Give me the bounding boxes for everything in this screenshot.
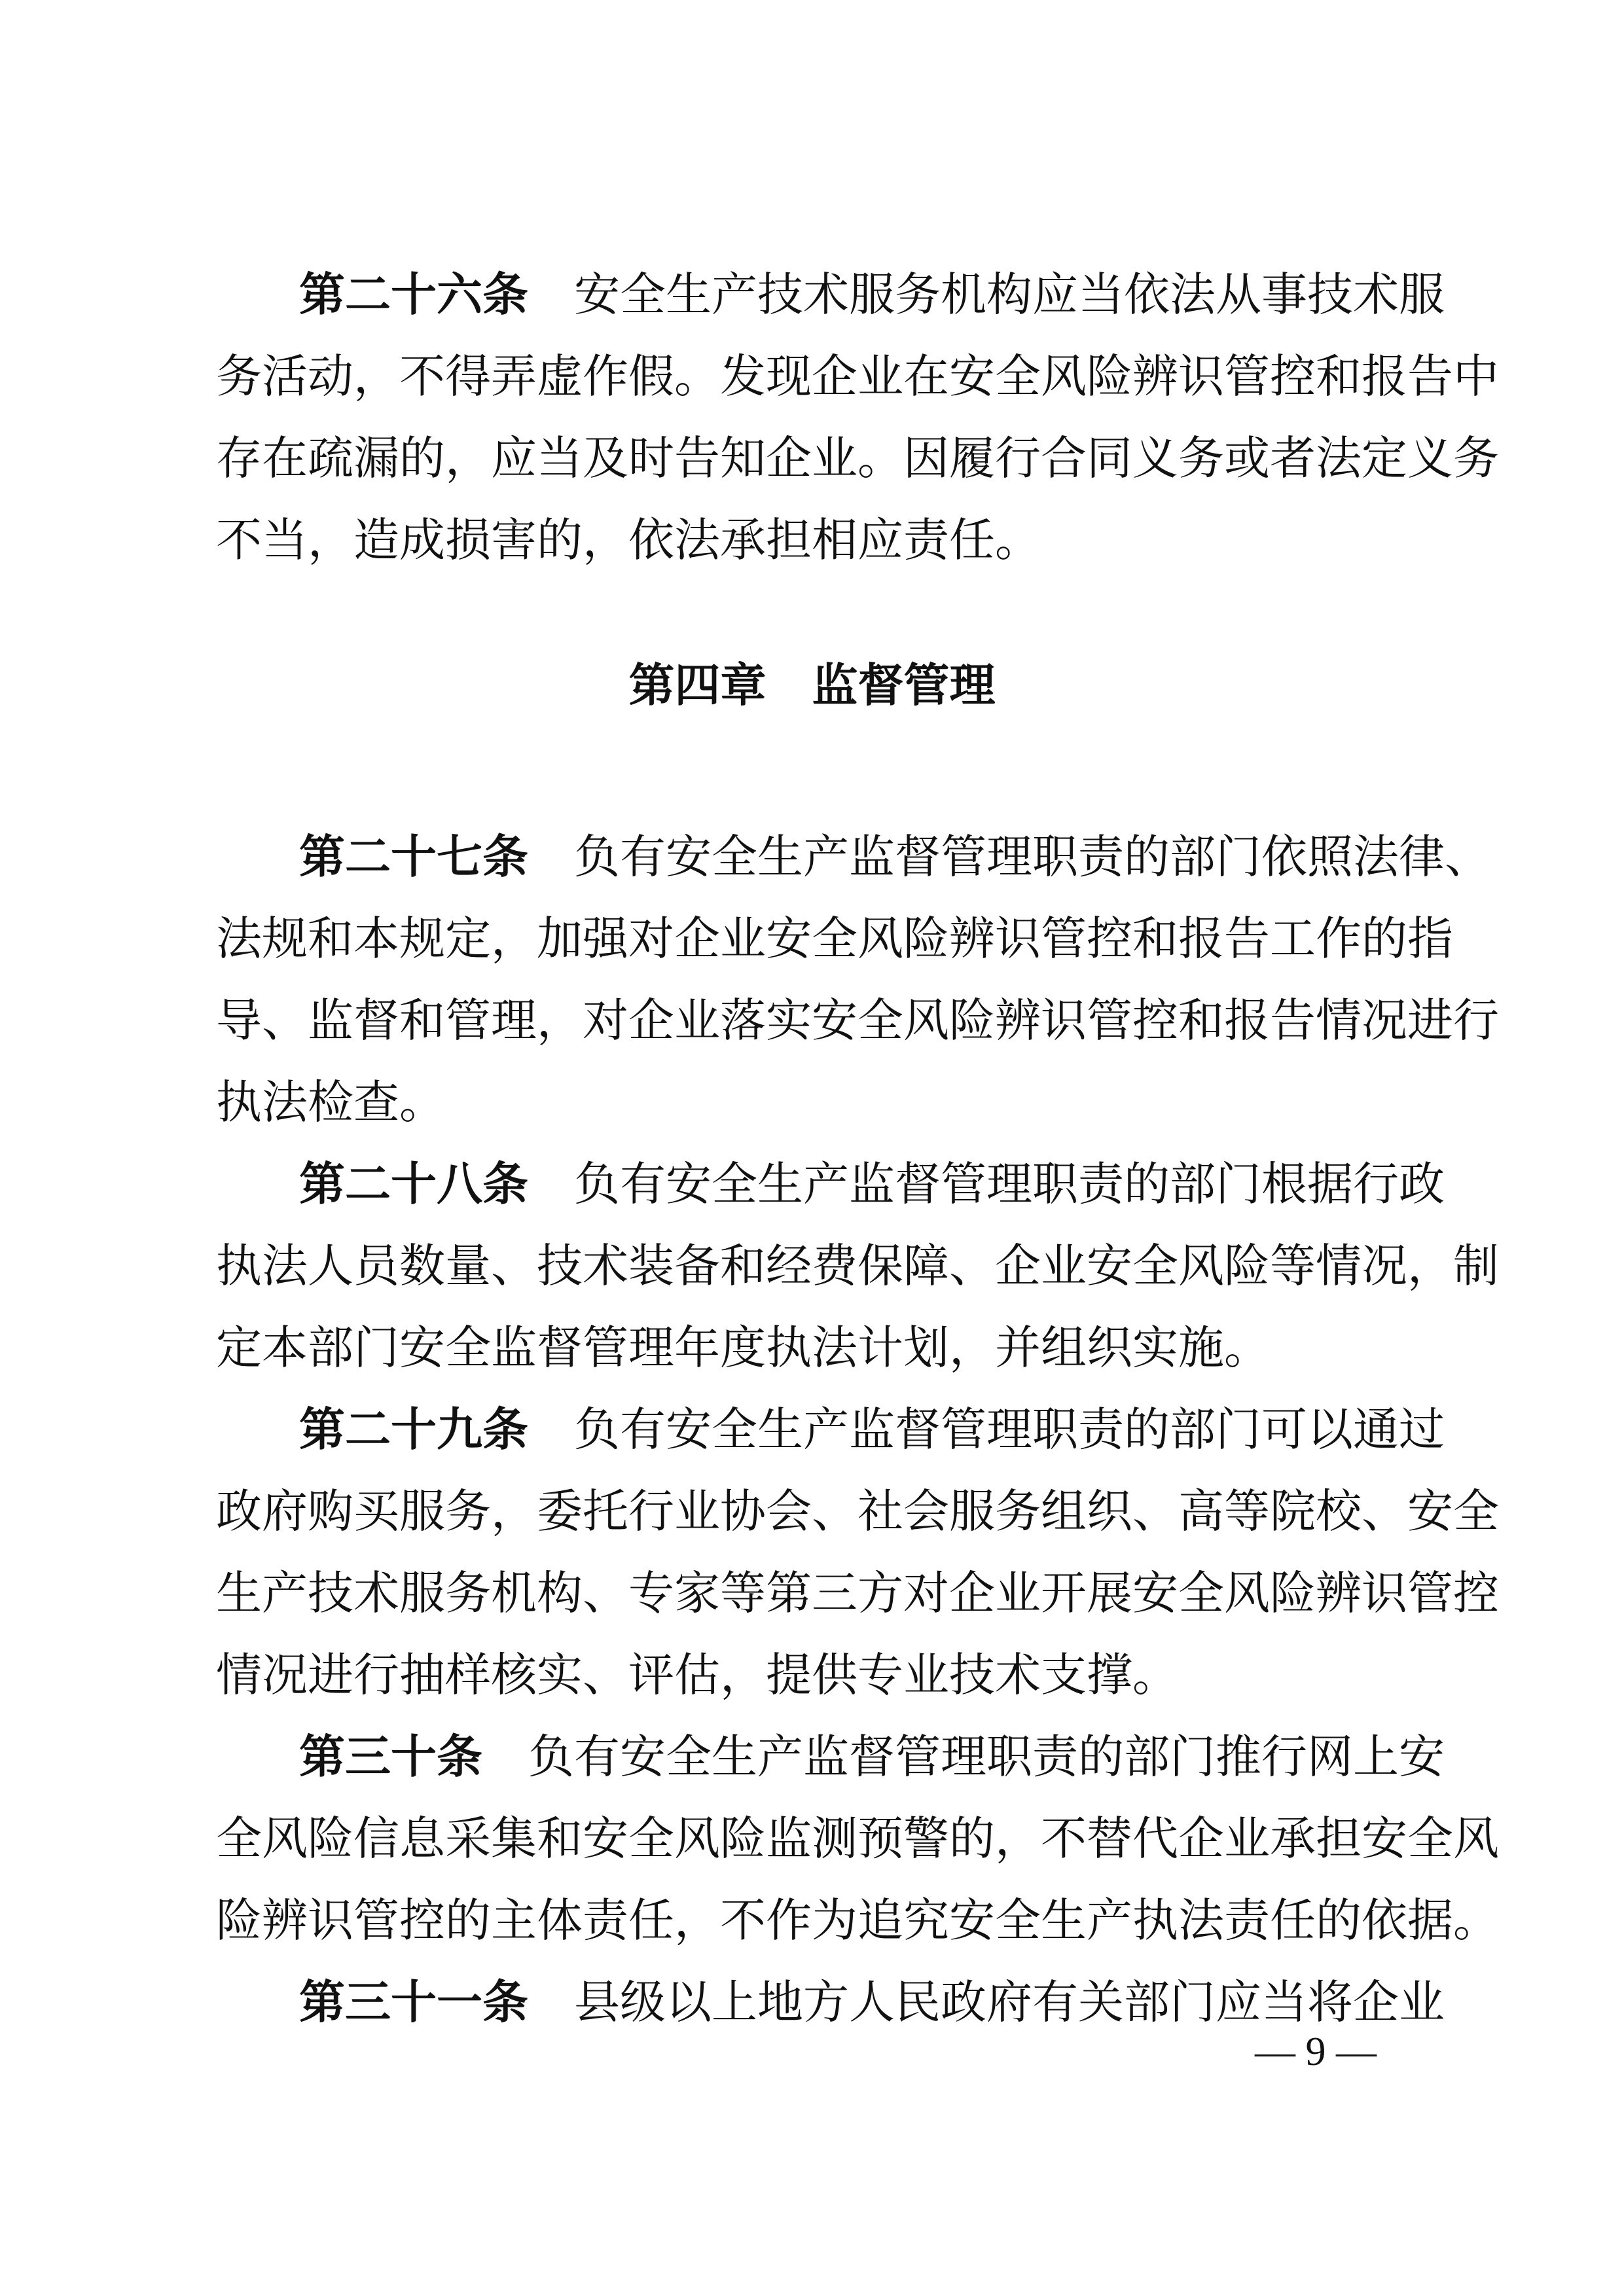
chapter-title: 监督管理 [812, 658, 996, 712]
page-number: — 9 — [1255, 2030, 1377, 2074]
article-text: 县级以上地方人民政府有关部门应当将企业 [574, 1975, 1445, 2029]
article-text: 负有安全生产监督管理职责的部门可以通过 [574, 1403, 1445, 1456]
article-28-line-2: 执法人员数量、技术装备和经费保障、企业安全风险等情况，制 [216, 1239, 1499, 1293]
article-26-line-3: 存在疏漏的，应当及时告知企业。因履行合同义务或者法定义务 [216, 431, 1499, 485]
article-29-line-1 [299, 1389, 1445, 1471]
article-text: 安全生产技术服务机构应当依法从事技术服 [574, 268, 1445, 321]
article-text: 负有安全生产监督管理职责的部门根据行政 [574, 1157, 1445, 1211]
article-30-line-2: 全风险信息采集和安全风险监测预警的，不替代企业承担安全风 [216, 1812, 1499, 1865]
article-28-line-1 [299, 1143, 1445, 1225]
article-26-line-4: 不当，造成损害的，依法承担相应责任。 [216, 513, 1041, 567]
article-label: 第三十一条 [299, 1975, 528, 2029]
article-27-line-4: 执法检查。 [216, 1075, 445, 1129]
chapter-number: 第四章 [628, 658, 767, 712]
article-30-line-3: 险辨识管控的主体责任，不作为追究安全生产执法责任的依据。 [216, 1893, 1499, 1947]
article-label: 第二十八条 [299, 1157, 528, 1211]
article-text: 负有安全生产监督管理职责的部门推行网上安 [528, 1730, 1445, 1784]
article-label: 第二十七条 [299, 830, 528, 884]
article-29-line-4: 情况进行抽样核实、评估，提供专业技术支撑。 [216, 1648, 1178, 1702]
article-label: 第二十六条 [299, 268, 528, 321]
article-27-line-2: 法规和本规定，加强对企业安全风险辨识管控和报告工作的指 [216, 912, 1453, 965]
chapter-heading [0, 645, 1624, 726]
article-29-line-2: 政府购买服务，委托行业协会、社会服务组织、高等院校、安全 [216, 1484, 1499, 1538]
article-27-line-1 [299, 816, 1490, 898]
article-text: 负有安全生产监督管理职责的部门依照法律、 [574, 830, 1490, 884]
article-26-line-1 [299, 254, 1445, 336]
article-28-line-3: 定本部门安全监督管理年度执法计划，并组织实施。 [216, 1321, 1270, 1374]
article-29-line-3: 生产技术服务机构、专家等第三方对企业开展安全风险辨识管控 [216, 1566, 1499, 1620]
article-27-line-3: 导、监督和管理，对企业落实安全风险辨识管控和报告情况进行 [216, 994, 1499, 1047]
article-26-line-2: 务活动，不得弄虚作假。发现企业在安全风险辨识管控和报告中 [216, 350, 1499, 403]
article-30-line-1 [299, 1716, 1445, 1798]
article-label: 第二十九条 [299, 1403, 528, 1456]
article-label: 第三十条 [299, 1730, 482, 1784]
